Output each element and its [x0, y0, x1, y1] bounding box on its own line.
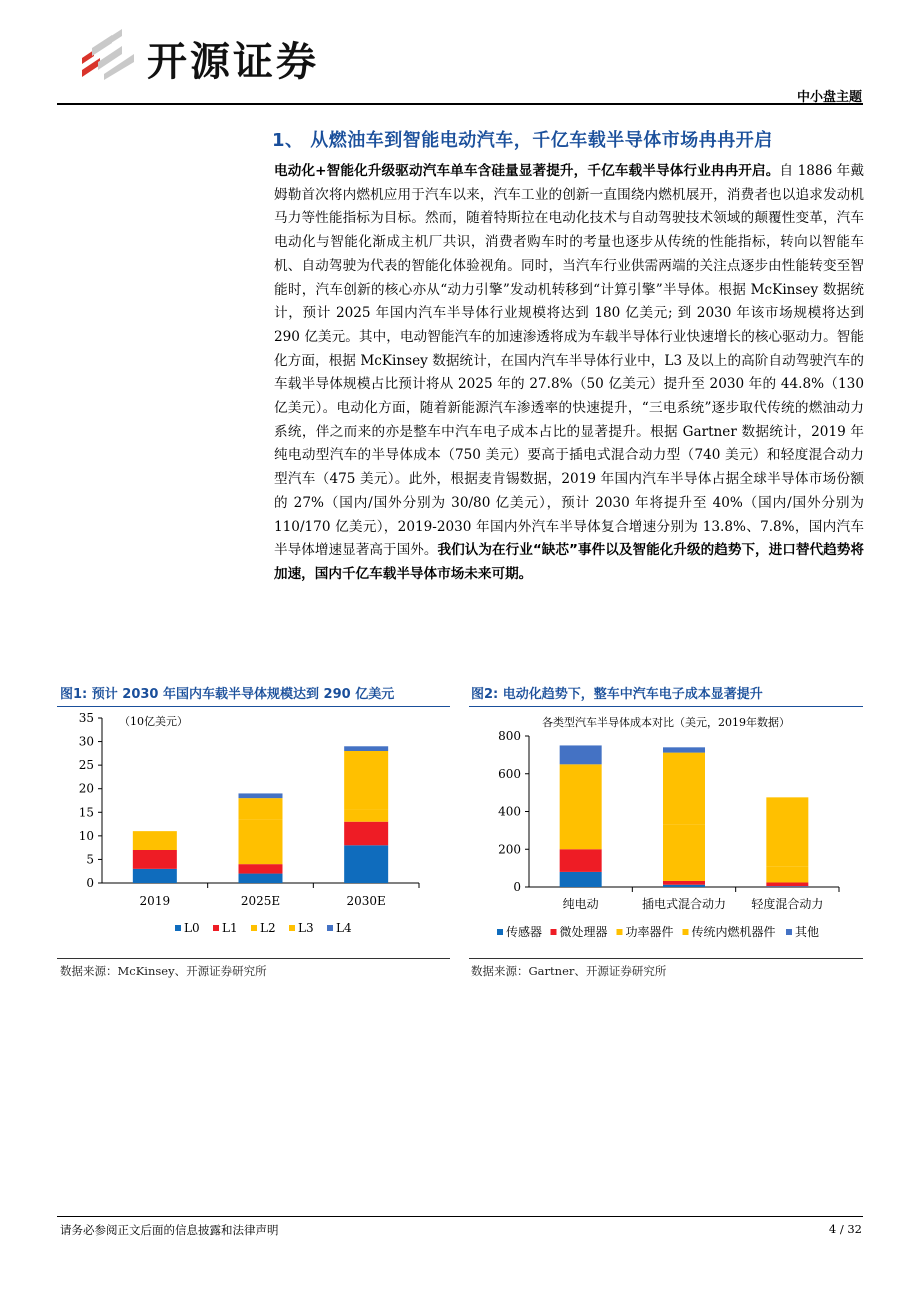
bar-segment-L0: [344, 845, 388, 883]
logo-icon: [78, 28, 138, 80]
legend-label: L4: [336, 921, 352, 935]
legend-label: 功率器件: [625, 925, 674, 939]
bar-segment-L2: [239, 819, 283, 864]
legend-label: L2: [260, 921, 276, 935]
conclusion-sentence: 我们认为在行业“缺芯”事件以及智能化升级的趋势下，进口替代趋势将加速，国内千亿车载半导体市场未来可期。: [274, 542, 865, 582]
legend-label: 微处理器: [559, 925, 608, 939]
y-tick-label: 600: [498, 766, 521, 781]
legend-label: L1: [222, 921, 238, 935]
figure2-source: 数据来源：Gartner、开源证券研究所: [471, 964, 667, 978]
bar-segment-L1: [133, 850, 177, 869]
x-tick-label: 插电式混合动力: [641, 897, 727, 911]
report-category: 中小盘主题: [796, 90, 862, 105]
figure2-chart: [469, 710, 863, 956]
bar-segment-微处理器: [560, 849, 602, 872]
x-tick-label: 轻度混合动力: [751, 897, 824, 911]
y-tick-label: 30: [78, 734, 94, 749]
y-tick-label: 5: [86, 852, 94, 867]
y-tick-label: 15: [78, 805, 94, 820]
bar-segment-L0: [239, 874, 283, 883]
bar-segment-传统内燃机器件: [663, 753, 705, 825]
bar-segment-传感器: [663, 885, 705, 887]
legend-swatch-L3: [289, 925, 295, 931]
legend-swatch-L0: [175, 925, 181, 931]
bar-segment-功率器件: [560, 764, 602, 849]
legend-swatch-L4: [327, 925, 333, 931]
legend-swatch-功率器件: [617, 929, 623, 935]
legend-swatch-L2: [251, 925, 257, 931]
bar-segment-L1: [344, 822, 388, 846]
x-tick-label: 2025E: [240, 894, 281, 908]
bar-segment-微处理器: [663, 881, 705, 885]
bar-segment-L0: [133, 869, 177, 883]
body-paragraph: [274, 160, 864, 587]
bar-segment-功率器件: [766, 866, 808, 882]
body-text: 自 1886 年戴姆勒首次将内燃机应用于汽车以来，汽车工业的创新一直围绕内燃机展开，消费者也以追求发动机马力等性能指标为目标。然而，随着特斯拉在电动化技术与自动驾驶技术领域的颠覆性变革，汽车电动化与智能化渐成主机厂共识，消费者购车时的考量也逐步从传统的性能指标，转向以智能车机、自动驾驶为代表的智能化体验视角。同时，当汽车行业供需两端的关注点逐步由性能转变至智能时，汽车创新的核心亦从“动力引擎”发动机转移到“计算引擎”半导体。根据 McKinsey 数据统计，预计 2025 年国内汽车半导体行业规模将达到 180 亿美元; 到 2030 年该市场规模将达到 290 亿美元。其中，电动智能汽车的加速渗透将成为车载半导体行业快速增长的核心驱动力。智能化方面，根据 McKinsey 数据统计，在国内汽车半导体行业中，L3 及以上的高阶自动驾驶汽车的车载半导体规模占比预计将从 2025 年的 27.8%（50 亿美元）提升至 2030 年的 44.8%（130 亿美元）。电动化方面，随着新能源汽车渗透率的快速提升，“三电系统”逐步取代传统的燃油动力系统，伴之而来的亦是整车中汽车电子成本占比的显著提升。根据 Gartner 数据统计，2019 年纯电动型汽车的半导体成本（750 美元）要高于插电式混合动力型（740 美元）和轻度混合动力型汽车（475 美元）。此外，根据麦肯锡数据，2019 年国内汽车半导体占据全球半导体市场份额的 27%（国内/国外分别为 30/80 亿美元），预计 2030 年将提升至 40%（国内/国外分别为 110/170 亿美元），2019-2030 年国内外汽车半导体复合增速分别为 13.8%、7.8%，国内汽车半导体增速显著高于国外。: [274, 163, 864, 559]
figure1-bottom-rule: [57, 958, 450, 959]
bar-segment-其他: [663, 747, 705, 752]
figure1-unit-label: （10亿美元）: [119, 715, 188, 728]
y-tick-label: 20: [78, 781, 94, 796]
legend-swatch-其他: [786, 929, 792, 935]
legend-label: 其他: [795, 925, 820, 939]
company-logo-text: 开源证券: [147, 39, 319, 85]
lead-sentence: 电动化+智能化升级驱动汽车单车含硅量显著提升，千亿车载半导体行业冉冉开启。: [274, 163, 780, 179]
bar-segment-功率器件: [663, 824, 705, 881]
y-tick-label: 35: [78, 711, 94, 725]
figure2-title: 图2: 电动化趋势下，整车中汽车电子成本显著提升: [471, 687, 763, 702]
footer-divider: [57, 1216, 863, 1217]
bar-segment-L4: [239, 793, 283, 798]
y-tick-label: 800: [498, 729, 521, 743]
bar-segment-L2: [344, 810, 388, 822]
bar-segment-L1: [239, 864, 283, 873]
footer-disclaimer: 请务必参阅正文后面的信息披露和法律声明: [60, 1223, 279, 1237]
bar-segment-传统内燃机器件: [766, 797, 808, 866]
legend-swatch-L1: [213, 925, 219, 931]
figure1-source: 数据来源：McKinsey、开源证券研究所: [60, 964, 267, 978]
y-tick-label: 0: [86, 876, 94, 890]
section-title: 1、 从燃油车到智能电动汽车，千亿车载半导体市场冉冉开启: [272, 130, 773, 151]
legend-swatch-传感器: [497, 929, 503, 935]
legend-label: L0: [184, 921, 200, 935]
x-tick-label: 2030E: [346, 894, 386, 908]
figure2-inner-title: 各类型汽车半导体成本对比（美元，2019年数据）: [542, 716, 790, 729]
y-tick-label: 400: [498, 804, 521, 819]
bar-segment-传感器: [560, 872, 602, 887]
legend-swatch-传统内燃机器件: [683, 929, 689, 935]
bar-segment-L3: [344, 751, 388, 810]
bar-segment-其他: [560, 745, 602, 764]
y-tick-label: 25: [78, 758, 94, 773]
bar-segment-传感器: [766, 886, 808, 887]
figure1-chart: [57, 710, 450, 956]
y-tick-label: 10: [78, 828, 94, 843]
bar-segment-微处理器: [766, 882, 808, 886]
figure1-top-rule: [57, 706, 450, 707]
bar-segment-L4: [344, 746, 388, 751]
legend-label: 传统内燃机器件: [691, 925, 776, 939]
x-tick-label: 2019: [139, 894, 171, 908]
header-divider: [57, 103, 863, 105]
legend-swatch-微处理器: [551, 929, 557, 935]
figure2-bottom-rule: [469, 958, 863, 959]
legend-label: L3: [298, 921, 314, 935]
y-tick-label: 0: [513, 880, 521, 894]
page-number: 4 / 32: [828, 1222, 862, 1236]
bar-segment-L3: [239, 798, 283, 819]
x-tick-label: 纯电动: [562, 897, 599, 911]
figure2-top-rule: [469, 706, 863, 707]
y-tick-label: 200: [498, 842, 521, 857]
figure1-title: 图1: 预计 2030 年国内车载半导体规模达到 290 亿美元: [60, 687, 395, 702]
bar-segment-L2: [133, 831, 177, 850]
legend-label: 传感器: [506, 925, 543, 939]
